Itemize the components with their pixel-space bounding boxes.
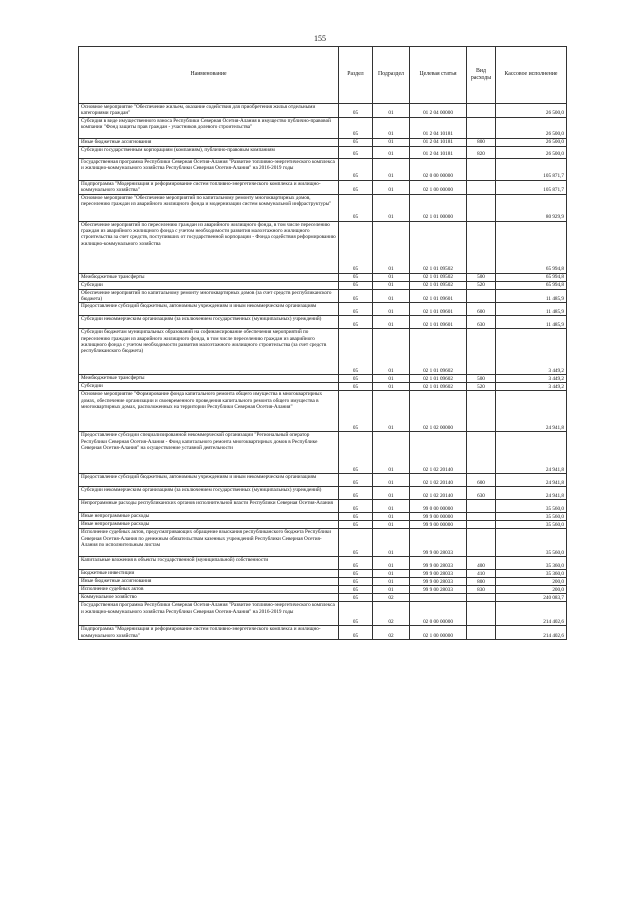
row-expense-type-cell xyxy=(467,594,496,602)
row-name-cell: Капитальные вложения в объекты государственной (муниципальной) собственности xyxy=(79,557,339,570)
row-name-cell: Обеспечение мероприятий по переселению граждан из аварийного жилищного фонда, в том числе переселению граждан из аварийного жилищного фонда с учетом необходимости развития малоэтажного жилищного строительства за счет средств, поступивших от государственной корпорации - Фонда содействия реформированию жилищно-коммунального хозяйства xyxy=(79,221,339,273)
row-name-cell: Субсидии xyxy=(79,383,339,391)
table-row xyxy=(79,578,567,586)
row-amount-cell: 11 485,9 xyxy=(496,316,567,329)
row-subsection-cell: 02 xyxy=(373,594,410,602)
row-section-cell: 05 xyxy=(339,194,373,221)
row-section-cell: 05 xyxy=(339,281,373,289)
row-subsection-cell: 01 xyxy=(373,281,410,289)
row-name-cell: Иные непрограммные расходы xyxy=(79,513,339,521)
header-section: Раздел xyxy=(339,47,373,104)
row-section-cell: 05 xyxy=(339,529,373,557)
row-target-article-cell: 02 1 01 09601 xyxy=(410,316,467,329)
row-amount-cell: 240 083,7 xyxy=(496,594,567,602)
row-section-cell: 05 xyxy=(339,626,373,640)
row-target-article-cell: 99 9 00 28033 xyxy=(410,586,467,594)
row-name-cell: Обеспечение мероприятий по капитальному ремонту многоквартирных домов (за счет средств республиканского бюджета) xyxy=(79,289,339,303)
row-target-article-cell: 02 1 01 09502 xyxy=(410,273,467,281)
row-expense-type-cell xyxy=(467,602,496,626)
row-name-cell: Коммунальное хозяйство xyxy=(79,594,339,602)
row-target-article-cell: 02 1 01 09602 xyxy=(410,329,467,375)
row-subsection-cell: 01 xyxy=(373,383,410,391)
row-section-cell: 05 xyxy=(339,586,373,594)
row-section-cell: 05 xyxy=(339,117,373,138)
row-expense-type-cell: 520 xyxy=(467,281,496,289)
row-section-cell: 05 xyxy=(339,594,373,602)
row-subsection-cell: 01 xyxy=(373,375,410,383)
row-amount-cell: 214 402,6 xyxy=(496,626,567,640)
row-target-article-cell: 99 9 00 28033 xyxy=(410,578,467,586)
row-amount-cell: 11 485,9 xyxy=(496,303,567,316)
row-amount-cell: 11 485,9 xyxy=(496,289,567,303)
row-subsection-cell: 01 xyxy=(373,138,410,146)
row-name-cell: Основное мероприятие "Обеспечение мероприятий по капитальному ремонту многоквартирных домов, переселению граждан из аварийного жилищного фонда и модернизации систем коммунальной инфраструктуры" xyxy=(79,194,339,221)
row-name-cell: Предоставление субсидии специализированной некоммерческой организации "Региональный оператор Республики Северная Осетия-Алания - Фонд капитального ремонта многоквартирных домов в Республике Северная Осетия-Алания" на осуществление уставной деятельности xyxy=(79,432,339,474)
row-section-cell: 05 xyxy=(339,557,373,570)
header-expense-type: Вид расходы xyxy=(467,47,496,104)
row-subsection-cell: 01 xyxy=(373,273,410,281)
table-row xyxy=(79,289,567,303)
row-section-cell: 05 xyxy=(339,329,373,375)
row-expense-type-cell xyxy=(467,391,496,432)
row-subsection-cell: 01 xyxy=(373,474,410,487)
row-section-cell: 05 xyxy=(339,383,373,391)
row-name-cell: Субсидия в виде имущественного взноса Республики Северная Осетия-Алания в имущество публично-правовой компании "Фонд защиты прав граждан - участников долевого строительства" xyxy=(79,117,339,138)
row-name-cell: Иные бюджетные ассигнования xyxy=(79,578,339,586)
row-subsection-cell: 01 xyxy=(373,521,410,529)
row-expense-type-cell: 600 xyxy=(467,303,496,316)
row-expense-type-cell: 410 xyxy=(467,570,496,578)
table-header-row xyxy=(79,47,567,104)
row-expense-type-cell: 830 xyxy=(467,586,496,594)
row-section-cell: 05 xyxy=(339,391,373,432)
row-amount-cell: 24 941,8 xyxy=(496,487,567,500)
table-row xyxy=(79,316,567,329)
row-target-article-cell: 02 1 02 20140 xyxy=(410,432,467,474)
row-name-cell: Непрограммные расходы республиканских органов исполнительной власти Республики Северная Осетия-Алания xyxy=(79,500,339,513)
row-amount-cell: 105 871,7 xyxy=(496,158,567,180)
row-expense-type-cell: 800 xyxy=(467,138,496,146)
row-name-cell: Субсидии бюджетам муниципальных образований на софинансирование обеспечения мероприятий по переселению граждан из аварийного жилищного фонда, в том числе переселению граждан из аварийного жилищного фонда с учетом необходимости развития малоэтажного жилищного строительства (за счет средств республиканского бюджета) xyxy=(79,329,339,375)
row-name-cell: Основное мероприятие "Обеспечение жильем, оказание содействия для приобретения жилья отдельными категориями граждан" xyxy=(79,104,339,118)
row-amount-cell: 26 500,0 xyxy=(496,138,567,146)
row-section-cell: 05 xyxy=(339,500,373,513)
row-target-article-cell: 02 1 01 09602 xyxy=(410,375,467,383)
row-section-cell: 05 xyxy=(339,104,373,118)
row-target-article-cell: 02 1 01 09502 xyxy=(410,221,467,273)
table-row xyxy=(79,594,567,602)
row-subsection-cell: 01 xyxy=(373,586,410,594)
row-expense-type-cell xyxy=(467,500,496,513)
row-amount-cell: 3 449,2 xyxy=(496,375,567,383)
row-target-article-cell: 99 9 00 00000 xyxy=(410,513,467,521)
row-subsection-cell: 01 xyxy=(373,180,410,194)
row-name-cell: Бюджетные инвестиции xyxy=(79,570,339,578)
row-expense-type-cell xyxy=(467,104,496,118)
row-expense-type-cell xyxy=(467,432,496,474)
row-target-article-cell xyxy=(410,594,467,602)
table-row xyxy=(79,521,567,529)
row-amount-cell: 80 929,9 xyxy=(496,194,567,221)
row-target-article-cell: 02 1 01 09601 xyxy=(410,303,467,316)
row-amount-cell: 24 941,8 xyxy=(496,432,567,474)
row-subsection-cell: 02 xyxy=(373,602,410,626)
table-row xyxy=(79,221,567,273)
row-target-article-cell: 01 2 04 00000 xyxy=(410,104,467,118)
row-subsection-cell: 01 xyxy=(373,146,410,158)
row-section-cell: 05 xyxy=(339,432,373,474)
row-amount-cell: 214 402,6 xyxy=(496,602,567,626)
row-subsection-cell: 02 xyxy=(373,626,410,640)
row-expense-type-cell: 630 xyxy=(467,487,496,500)
table-row xyxy=(79,391,567,432)
row-amount-cell: 35 560,0 xyxy=(496,513,567,521)
row-expense-type-cell: 400 xyxy=(467,557,496,570)
row-name-cell: Предоставление субсидий бюджетным, автономным учреждениям и иным некоммерческим организациям xyxy=(79,474,339,487)
row-subsection-cell: 01 xyxy=(373,578,410,586)
row-amount-cell: 35 560,0 xyxy=(496,521,567,529)
row-name-cell: Субсидии xyxy=(79,281,339,289)
row-expense-type-cell xyxy=(467,158,496,180)
row-name-cell: Подпрограмма "Модернизация и реформирование систем топливно-энергетического комплекса и жилищно-коммунального хозяйства" xyxy=(79,626,339,640)
row-target-article-cell: 02 1 00 00000 xyxy=(410,180,467,194)
table-row xyxy=(79,487,567,500)
row-name-cell: Иные непрограммные расходы xyxy=(79,521,339,529)
row-name-cell: Межбюджетные трансферты xyxy=(79,375,339,383)
row-expense-type-cell: 820 xyxy=(467,146,496,158)
row-expense-type-cell xyxy=(467,529,496,557)
row-amount-cell: 35 560,0 xyxy=(496,529,567,557)
row-name-cell: Субсидии некоммерческим организациям (за исключением государственных (муниципальных) учреждений) xyxy=(79,316,339,329)
row-target-article-cell: 01 2 04 10181 xyxy=(410,146,467,158)
row-amount-cell: 24 941,8 xyxy=(496,391,567,432)
row-amount-cell: 26 500,0 xyxy=(496,117,567,138)
table-row xyxy=(79,117,567,138)
row-name-cell: Подпрограмма "Модернизация и реформирование систем топливно-энергетического комплекса и жилищно-коммунального хозяйства" xyxy=(79,180,339,194)
row-target-article-cell: 02 0 00 00000 xyxy=(410,602,467,626)
table-row xyxy=(79,383,567,391)
row-section-cell: 05 xyxy=(339,221,373,273)
row-target-article-cell: 02 1 01 09602 xyxy=(410,383,467,391)
row-section-cell: 05 xyxy=(339,158,373,180)
row-expense-type-cell xyxy=(467,221,496,273)
row-amount-cell: 3 449,2 xyxy=(496,329,567,375)
row-name-cell: Государственная программа Республики Северная Осетия-Алания "Развитие топливно-энергетического комплекса и жилищно-коммунального хозяйства Республики Северная Осетия-Алания" на 2016-2019 годы xyxy=(79,158,339,180)
row-subsection-cell: 01 xyxy=(373,194,410,221)
row-target-article-cell: 02 0 00 00000 xyxy=(410,158,467,180)
row-subsection-cell: 01 xyxy=(373,158,410,180)
table-row xyxy=(79,303,567,316)
row-section-cell: 05 xyxy=(339,180,373,194)
table-row xyxy=(79,375,567,383)
row-name-cell: Субсидии государственным корпорациям (компаниям), публично-правовым компаниям xyxy=(79,146,339,158)
row-section-cell: 05 xyxy=(339,138,373,146)
row-expense-type-cell xyxy=(467,329,496,375)
table-row xyxy=(79,626,567,640)
table-row xyxy=(79,557,567,570)
row-subsection-cell: 01 xyxy=(373,117,410,138)
page-number: 155 xyxy=(314,34,326,43)
row-amount-cell: 24 941,8 xyxy=(496,474,567,487)
row-subsection-cell: 01 xyxy=(373,104,410,118)
row-amount-cell: 35 360,0 xyxy=(496,557,567,570)
table-row xyxy=(79,158,567,180)
table-row xyxy=(79,500,567,513)
row-amount-cell: 26 500,0 xyxy=(496,104,567,118)
row-section-cell: 05 xyxy=(339,273,373,281)
table-row xyxy=(79,104,567,118)
row-expense-type-cell: 520 xyxy=(467,383,496,391)
row-subsection-cell: 01 xyxy=(373,221,410,273)
header-target-article: Целевая статья xyxy=(410,47,467,104)
row-subsection-cell: 01 xyxy=(373,316,410,329)
row-name-cell: Субсидии некоммерческим организациям (за исключением государственных (муниципальных) учреждений) xyxy=(79,487,339,500)
row-amount-cell: 65 994,8 xyxy=(496,221,567,273)
row-subsection-cell: 01 xyxy=(373,432,410,474)
row-subsection-cell: 01 xyxy=(373,329,410,375)
row-name-cell: Межбюджетные трансферты xyxy=(79,273,339,281)
table-row xyxy=(79,281,567,289)
row-expense-type-cell: 630 xyxy=(467,316,496,329)
row-target-article-cell: 99 9 00 00000 xyxy=(410,521,467,529)
row-expense-type-cell: 600 xyxy=(467,474,496,487)
table-row xyxy=(79,138,567,146)
table-body xyxy=(79,104,567,640)
table-row xyxy=(79,432,567,474)
row-name-cell: Исполнение судебных актов, предусматривающих обращение взыскания республиканского бюджета Республики Северная Осетия-Алания по денежным обязательствам казенных учреждений Республики Северная Осетия-Алания по исполнительным листам xyxy=(79,529,339,557)
row-subsection-cell: 01 xyxy=(373,289,410,303)
row-expense-type-cell xyxy=(467,194,496,221)
table-row xyxy=(79,194,567,221)
row-amount-cell: 35 560,0 xyxy=(496,500,567,513)
table-row xyxy=(79,570,567,578)
table-row xyxy=(79,474,567,487)
row-section-cell: 05 xyxy=(339,570,373,578)
row-target-article-cell: 02 1 02 00000 xyxy=(410,391,467,432)
row-section-cell: 05 xyxy=(339,487,373,500)
row-target-article-cell: 02 1 00 00000 xyxy=(410,626,467,640)
table-row xyxy=(79,513,567,521)
row-section-cell: 05 xyxy=(339,375,373,383)
row-subsection-cell: 01 xyxy=(373,487,410,500)
row-amount-cell: 105 871,7 xyxy=(496,180,567,194)
row-expense-type-cell xyxy=(467,289,496,303)
table-row xyxy=(79,146,567,158)
row-section-cell: 05 xyxy=(339,146,373,158)
row-expense-type-cell xyxy=(467,117,496,138)
row-subsection-cell: 01 xyxy=(373,529,410,557)
header-cash-execution: Кассовое исполнение xyxy=(496,47,567,104)
row-amount-cell: 26 500,0 xyxy=(496,146,567,158)
row-expense-type-cell: 500 xyxy=(467,375,496,383)
row-section-cell: 05 xyxy=(339,289,373,303)
row-section-cell: 05 xyxy=(339,316,373,329)
table-row xyxy=(79,273,567,281)
row-name-cell: Исполнение судебных актов xyxy=(79,586,339,594)
row-subsection-cell: 01 xyxy=(373,500,410,513)
row-amount-cell: 65 994,8 xyxy=(496,273,567,281)
row-expense-type-cell: 800 xyxy=(467,578,496,586)
row-name-cell: Иные бюджетные ассигнования xyxy=(79,138,339,146)
row-target-article-cell: 99 9 00 28033 xyxy=(410,529,467,557)
table-row xyxy=(79,586,567,594)
row-expense-type-cell xyxy=(467,513,496,521)
row-section-cell: 05 xyxy=(339,602,373,626)
row-section-cell: 05 xyxy=(339,474,373,487)
row-amount-cell: 35 360,0 xyxy=(496,570,567,578)
row-target-article-cell: 02 1 01 00000 xyxy=(410,194,467,221)
row-amount-cell: 3 449,2 xyxy=(496,383,567,391)
budget-execution-table xyxy=(78,46,567,640)
row-subsection-cell: 01 xyxy=(373,557,410,570)
row-amount-cell: 200,0 xyxy=(496,586,567,594)
row-section-cell: 05 xyxy=(339,303,373,316)
row-subsection-cell: 01 xyxy=(373,391,410,432)
row-expense-type-cell xyxy=(467,626,496,640)
row-target-article-cell: 02 1 02 20140 xyxy=(410,474,467,487)
header-subsection: Подраздел xyxy=(373,47,410,104)
row-target-article-cell: 99 9 00 28033 xyxy=(410,570,467,578)
row-subsection-cell: 01 xyxy=(373,570,410,578)
row-amount-cell: 200,0 xyxy=(496,578,567,586)
row-expense-type-cell xyxy=(467,521,496,529)
row-subsection-cell: 01 xyxy=(373,513,410,521)
row-subsection-cell: 01 xyxy=(373,303,410,316)
row-name-cell: Государственная программа Республики Северная Осетия-Алания "Развитие топливно-энергетического комплекса и жилищно-коммунального хозяйства Республики Северная Осетия-Алания" на 2016-2019 годы xyxy=(79,602,339,626)
row-target-article-cell: 02 1 01 09601 xyxy=(410,289,467,303)
row-name-cell: Предоставление субсидий бюджетным, автономным учреждениям и иным некоммерческим организациям xyxy=(79,303,339,316)
row-amount-cell: 65 994,8 xyxy=(496,281,567,289)
row-section-cell: 05 xyxy=(339,578,373,586)
row-expense-type-cell: 500 xyxy=(467,273,496,281)
row-target-article-cell: 01 2 04 10181 xyxy=(410,117,467,138)
table-row xyxy=(79,329,567,375)
row-target-article-cell: 99 9 00 28033 xyxy=(410,557,467,570)
row-name-cell: Основное мероприятие "Формирование фонда капитального ремонта общего имущества в многоквартирных домах, обеспечение организации и своевременного проведения капитального ремонта общего имущества в многоквартирных домах, расположенных на территории Республики Северная Осетия-Алания" xyxy=(79,391,339,432)
table-row xyxy=(79,602,567,626)
table-row xyxy=(79,180,567,194)
row-section-cell: 05 xyxy=(339,513,373,521)
row-target-article-cell: 99 0 00 00000 xyxy=(410,500,467,513)
table-row xyxy=(79,529,567,557)
row-section-cell: 05 xyxy=(339,521,373,529)
header-name: Наименование xyxy=(79,47,339,104)
row-target-article-cell: 02 1 02 20140 xyxy=(410,487,467,500)
row-expense-type-cell xyxy=(467,180,496,194)
row-target-article-cell: 02 1 01 09502 xyxy=(410,281,467,289)
row-target-article-cell: 01 2 04 10181 xyxy=(410,138,467,146)
